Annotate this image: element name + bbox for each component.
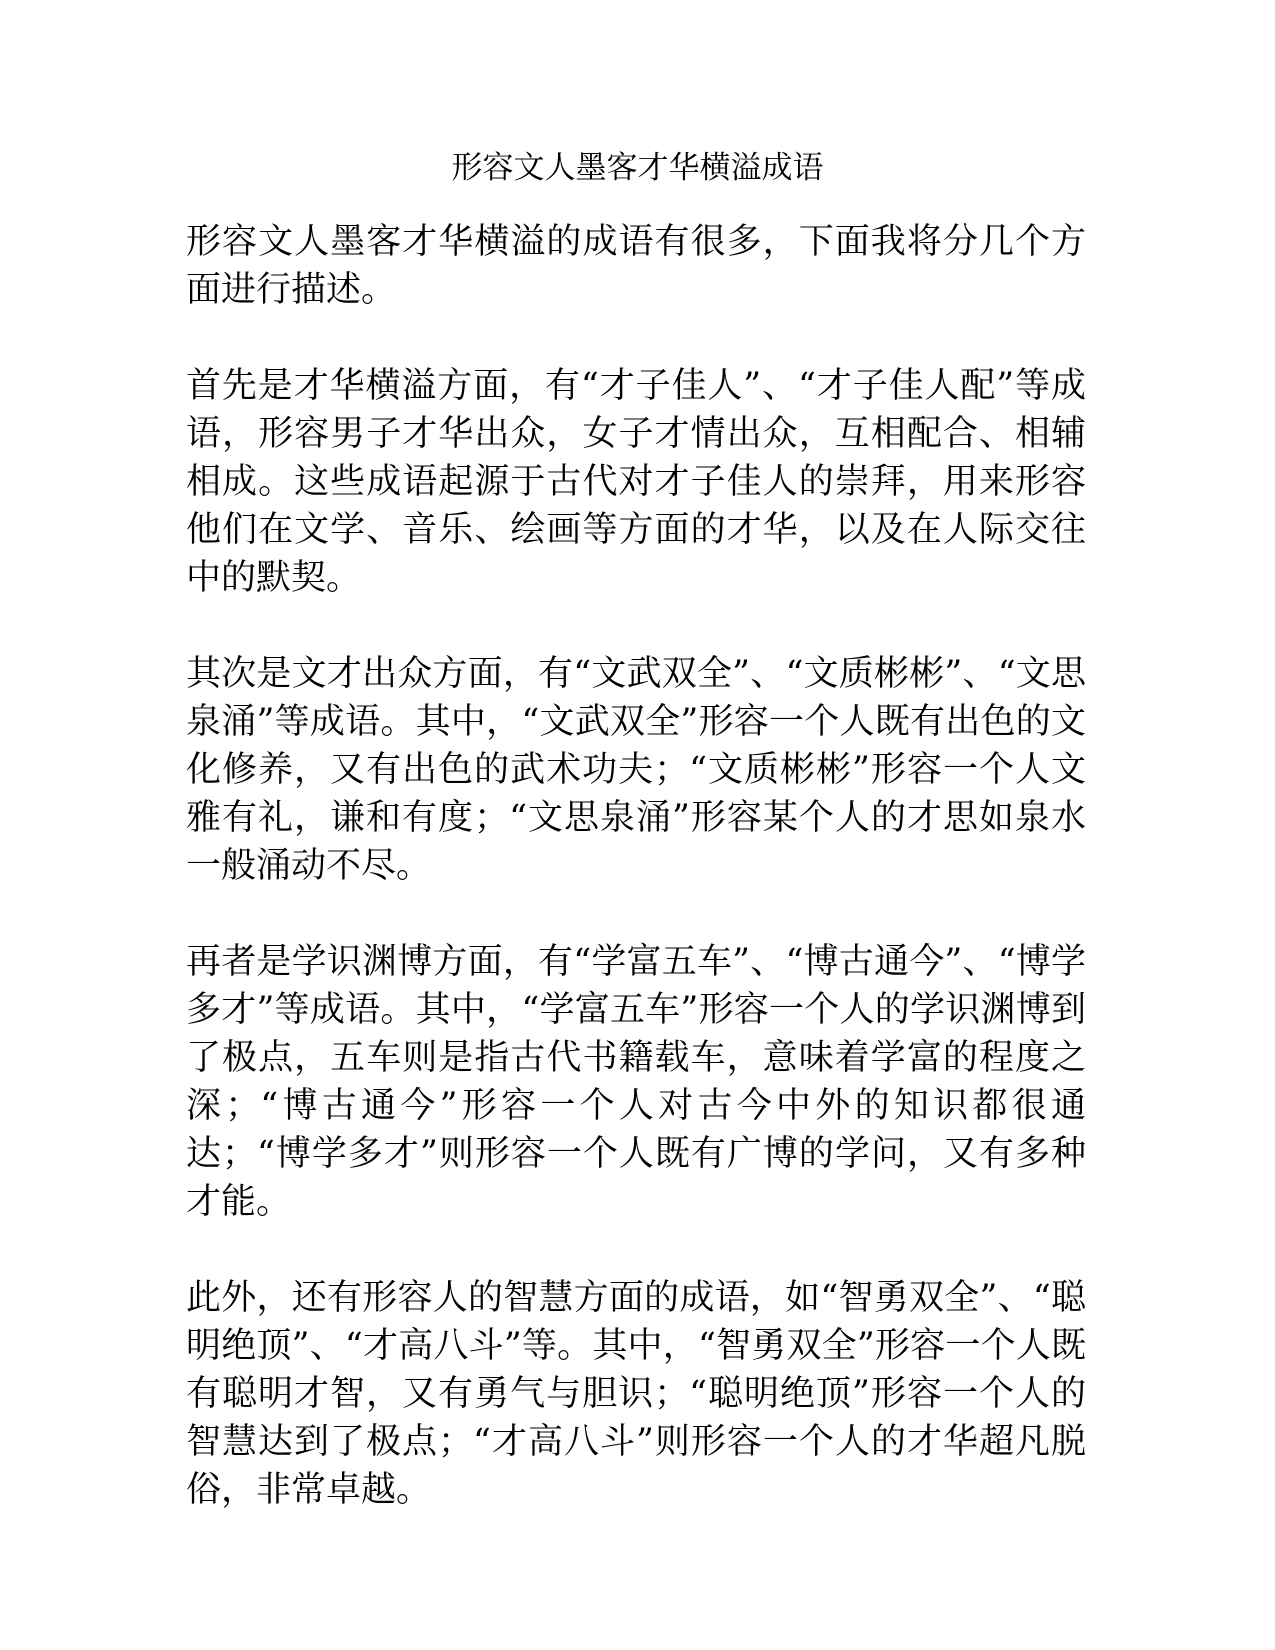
- paragraph-talent: 首先是才华横溢方面，有“才子佳人”、“才子佳人配”等成语，形容男子才华出众，女子才情出众，互相配合、相辅相成。这些成语起源于古代对才子佳人的崇拜，用来形容他们在文学、音乐、绘画等方面的才华，以及在人际交往中的默契。: [186, 366, 1086, 598]
- paragraph-literary: 其次是文才出众方面，有“文武双全”、“文质彬彬”、“文思泉涌”等成语。其中，“文武双全”形容一个人既有出色的文化修养，又有出色的武术功夫；“文质彬彬”形容一个人文雅有礼，谦和有度；“文思泉涌”形容某个人的才思如泉水一般涌动不尽。: [186, 654, 1086, 886]
- paragraph-wisdom: 此外，还有形容人的智慧方面的成语，如“智勇双全”、“聪明绝顶”、“才高八斗”等。其中，“智勇双全”形容一个人既有聪明才智，又有勇气与胆识；“聪明绝顶”形容一个人的智慧达到了极点；“才高八斗”则形容一个人的才华超凡脱俗，非常卓越。: [186, 1278, 1086, 1510]
- document-title: 形容文人墨客才华横溢成语: [451, 150, 824, 186]
- paragraph-learning: 再者是学识渊博方面，有“学富五车”、“博古通今”、“博学多才”等成语。其中，“学富五车”形容一个人的学识渊博到了极点，五车则是指古代书籍载车，意味着学富的程度之深；“博古通今”形容一个人对古今中外的知识都很通达；“博学多才”则形容一个人既有广博的学问，又有多种才能。: [186, 942, 1086, 1222]
- paragraph-intro: 形容文人墨客才华横溢的成语有很多，下面我将分几个方面进行描述。: [186, 222, 1086, 310]
- document-body: [186, 218, 1086, 1562]
